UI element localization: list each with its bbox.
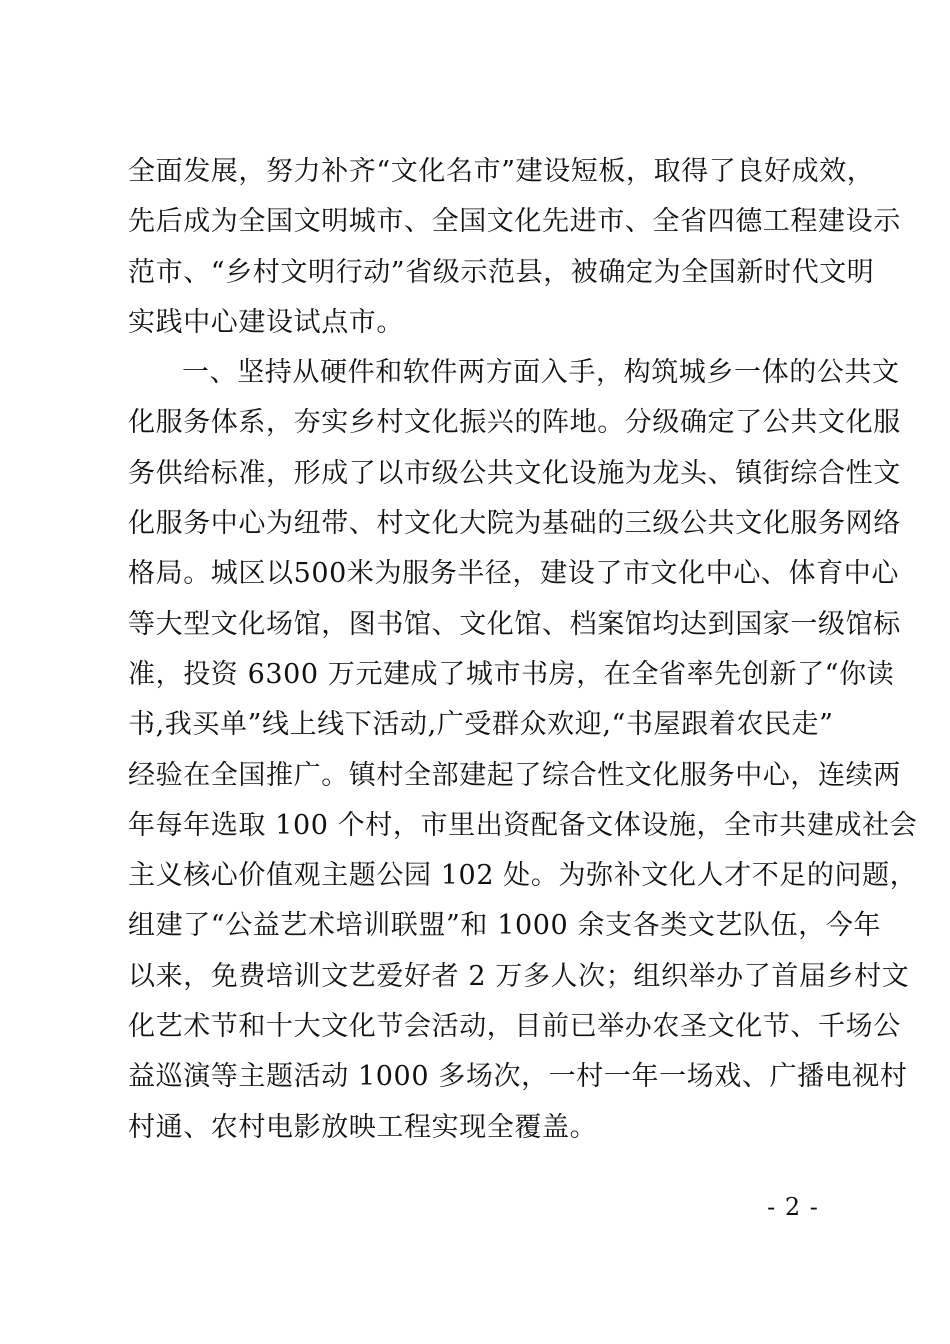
text-line: 益巡演等主题活动 1000 多场次，一村一年一场戏、广播电视村 <box>128 1061 908 1093</box>
text-line: 年每年选取 100 个村，市里出资配备文体设施，全市共建成社会 <box>128 809 918 841</box>
text-line: 格局。城区以500米为服务半径，建设了市文化中心、体育中心 <box>128 558 899 590</box>
page-number: - 2 - <box>767 1193 819 1221</box>
text-line: 全面发展，努力补齐“文化名市”建设短板，取得了良好成效， <box>128 156 875 187</box>
text-line: 实践中心建设试点市。 <box>128 306 404 338</box>
text-line: 化服务体系，夯实乡村文化振兴的阵地。分级确定了公共文化服 <box>128 407 901 439</box>
text-line: 村通、农村电影放映工程实现全覆盖。 <box>128 1111 598 1143</box>
paragraph-first-line: 一、坚持从硬件和软件两方面入手，构筑城乡一体的公共文 <box>182 357 900 389</box>
text-line: 主义核心价值观主题公园 102 处。为弥补文化人才不足的问题， <box>128 860 918 892</box>
text-line: 组建了“公益艺术培训联盟”和 1000 余支各类文艺队伍，今年 <box>128 910 882 942</box>
text-line: 书,我买单”线上线下活动,广受群众欢迎,“书屋跟着农民走” <box>128 709 834 741</box>
text-line: 务供给标准，形成了以市级公共文化设施为龙头、镇街综合性文 <box>128 457 901 489</box>
text-line: 以来，免费培训文艺爱好者 2 万多人次；组织举办了首届乡村文 <box>128 960 910 992</box>
text-line: 经验在全国推广。镇村全部建起了综合性文化服务中心，连续两 <box>128 759 901 791</box>
body-text <box>128 147 918 1153</box>
text-line: 等大型文化场馆，图书馆、文化馆、档案馆均达到国家一级馆标 <box>128 608 901 640</box>
text-line: 准，投资 6300 万元建成了城市书房，在全省率先创新了“你读 <box>128 658 895 690</box>
text-line: 化服务中心为纽带、村文化大院为基础的三级公共文化服务网络 <box>128 508 901 540</box>
text-line: 先后成为全国文明城市、全国文化先进市、全省四德工程建设示 <box>128 206 901 238</box>
text-line: 化艺术节和十大文化节会活动，目前已举办农圣文化节、千场公 <box>128 1011 901 1043</box>
text-line: 范市、“乡村文明行动”省级示范县，被确定为全国新时代文明 <box>128 256 875 288</box>
